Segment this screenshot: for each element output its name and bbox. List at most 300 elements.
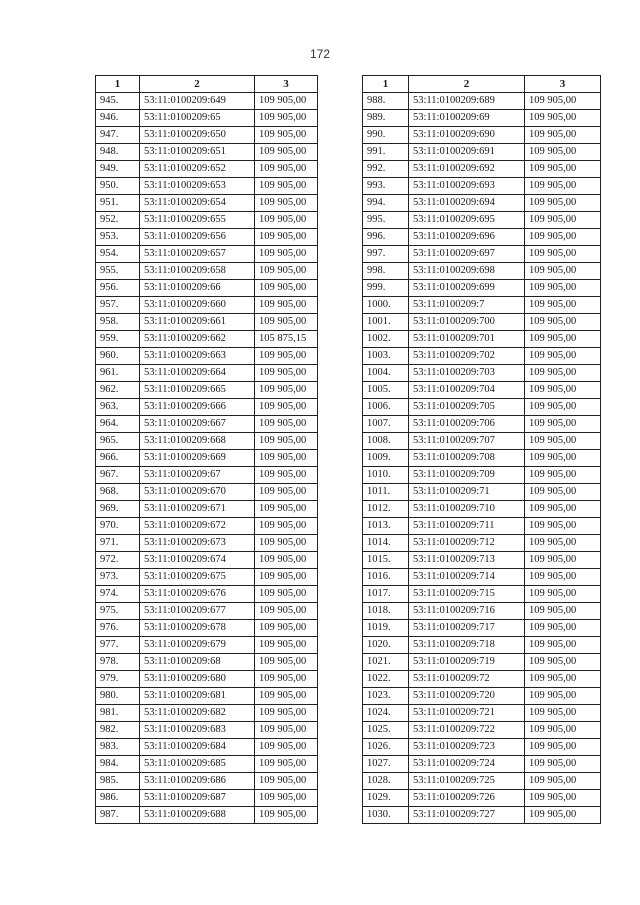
row-number-cell: 1030. [363, 807, 409, 824]
table-row [96, 127, 318, 144]
table-row [96, 144, 318, 161]
cadastral-number-cell: 53:11:0100209:704 [409, 382, 525, 399]
cadastral-value-cell: 109 905,00 [255, 739, 318, 756]
table-row [363, 144, 601, 161]
table-row [363, 178, 601, 195]
cadastral-number-cell: 53:11:0100209:657 [140, 246, 255, 263]
table-row [363, 416, 601, 433]
row-number-cell: 1023. [363, 688, 409, 705]
row-number-cell: 945. [96, 93, 140, 110]
cadastral-number-cell: 53:11:0100209:678 [140, 620, 255, 637]
table-row [363, 603, 601, 620]
cadastral-number-cell: 53:11:0100209:722 [409, 722, 525, 739]
table-row [363, 518, 601, 535]
cadastral-number-cell: 53:11:0100209:720 [409, 688, 525, 705]
column-header-number: 1 [96, 76, 140, 93]
row-number-cell: 970. [96, 518, 140, 535]
cadastral-number-cell: 53:11:0100209:709 [409, 467, 525, 484]
table-row [363, 212, 601, 229]
row-number-cell: 1017. [363, 586, 409, 603]
row-number-cell: 988. [363, 93, 409, 110]
table-row [96, 331, 318, 348]
cadastral-number-cell: 53:11:0100209:7 [409, 297, 525, 314]
cadastral-value-cell: 109 905,00 [525, 450, 601, 467]
table-row [96, 773, 318, 790]
cadastral-number-cell: 53:11:0100209:65 [140, 110, 255, 127]
cadastral-value-cell: 109 905,00 [525, 535, 601, 552]
row-number-cell: 949. [96, 161, 140, 178]
cadastral-number-cell: 53:11:0100209:677 [140, 603, 255, 620]
table-row [96, 620, 318, 637]
row-number-cell: 962. [96, 382, 140, 399]
cadastral-number-cell: 53:11:0100209:67 [140, 467, 255, 484]
cadastral-value-cell: 109 905,00 [525, 110, 601, 127]
table-row [96, 297, 318, 314]
table-row [363, 229, 601, 246]
table-row [96, 280, 318, 297]
row-number-cell: 977. [96, 637, 140, 654]
row-number-cell: 961. [96, 365, 140, 382]
cadastral-number-cell: 53:11:0100209:713 [409, 552, 525, 569]
row-number-cell: 1019. [363, 620, 409, 637]
cadastral-number-cell: 53:11:0100209:712 [409, 535, 525, 552]
cadastral-number-cell: 53:11:0100209:673 [140, 535, 255, 552]
cadastral-value-cell: 109 905,00 [525, 127, 601, 144]
cadastral-number-cell: 53:11:0100209:711 [409, 518, 525, 535]
cadastral-value-cell: 109 905,00 [255, 382, 318, 399]
table-row [96, 688, 318, 705]
row-number-cell: 986. [96, 790, 140, 807]
cadastral-value-cell: 109 905,00 [255, 399, 318, 416]
cadastral-value-cell: 109 905,00 [255, 450, 318, 467]
row-number-cell: 1000. [363, 297, 409, 314]
row-number-cell: 1024. [363, 705, 409, 722]
cadastral-table-right [362, 75, 601, 824]
cadastral-value-cell: 109 905,00 [255, 654, 318, 671]
table-row [96, 93, 318, 110]
cadastral-value-cell: 109 905,00 [255, 518, 318, 535]
table-row [363, 739, 601, 756]
table-row [96, 467, 318, 484]
row-number-cell: 955. [96, 263, 140, 280]
row-number-cell: 981. [96, 705, 140, 722]
cadastral-value-cell: 109 905,00 [525, 790, 601, 807]
table-row [363, 705, 601, 722]
cadastral-number-cell: 53:11:0100209:686 [140, 773, 255, 790]
table-row [363, 161, 601, 178]
table-header-row [363, 76, 601, 93]
row-number-cell: 952. [96, 212, 140, 229]
row-number-cell: 947. [96, 127, 140, 144]
row-number-cell: 978. [96, 654, 140, 671]
cadastral-value-cell: 109 905,00 [255, 688, 318, 705]
row-number-cell: 1018. [363, 603, 409, 620]
table-row [363, 569, 601, 586]
cadastral-value-cell: 109 905,00 [525, 807, 601, 824]
cadastral-value-cell: 109 905,00 [525, 263, 601, 280]
table-row [363, 348, 601, 365]
row-number-cell: 994. [363, 195, 409, 212]
cadastral-value-cell: 109 905,00 [255, 263, 318, 280]
table-row [363, 671, 601, 688]
table-row [363, 110, 601, 127]
row-number-cell: 956. [96, 280, 140, 297]
cadastral-number-cell: 53:11:0100209:663 [140, 348, 255, 365]
cadastral-value-cell: 109 905,00 [255, 484, 318, 501]
cadastral-number-cell: 53:11:0100209:680 [140, 671, 255, 688]
row-number-cell: 957. [96, 297, 140, 314]
cadastral-number-cell: 53:11:0100209:675 [140, 569, 255, 586]
cadastral-value-cell: 109 905,00 [525, 705, 601, 722]
cadastral-value-cell: 109 905,00 [255, 144, 318, 161]
table-row [96, 705, 318, 722]
row-number-cell: 976. [96, 620, 140, 637]
row-number-cell: 993. [363, 178, 409, 195]
cadastral-value-cell: 109 905,00 [255, 280, 318, 297]
cadastral-value-cell: 109 905,00 [525, 756, 601, 773]
row-number-cell: 987. [96, 807, 140, 824]
cadastral-value-cell: 109 905,00 [525, 212, 601, 229]
table-row [363, 450, 601, 467]
cadastral-number-cell: 53:11:0100209:652 [140, 161, 255, 178]
row-number-cell: 948. [96, 144, 140, 161]
page-number: 172 [309, 47, 331, 61]
cadastral-value-cell: 109 905,00 [255, 467, 318, 484]
cadastral-number-cell: 53:11:0100209:693 [409, 178, 525, 195]
row-number-cell: 963. [96, 399, 140, 416]
row-number-cell: 995. [363, 212, 409, 229]
cadastral-number-cell: 53:11:0100209:672 [140, 518, 255, 535]
table-body-left [96, 93, 318, 824]
row-number-cell: 959. [96, 331, 140, 348]
cadastral-value-cell: 109 905,00 [525, 688, 601, 705]
cadastral-value-cell: 109 905,00 [525, 569, 601, 586]
cadastral-value-cell: 109 905,00 [255, 195, 318, 212]
cadastral-number-cell: 53:11:0100209:66 [140, 280, 255, 297]
cadastral-number-cell: 53:11:0100209:685 [140, 756, 255, 773]
row-number-cell: 1003. [363, 348, 409, 365]
cadastral-number-cell: 53:11:0100209:664 [140, 365, 255, 382]
table-row [96, 637, 318, 654]
table-row [363, 773, 601, 790]
cadastral-number-cell: 53:11:0100209:69 [409, 110, 525, 127]
cadastral-number-cell: 53:11:0100209:721 [409, 705, 525, 722]
table-row [96, 433, 318, 450]
row-number-cell: 972. [96, 552, 140, 569]
cadastral-value-cell: 109 905,00 [525, 280, 601, 297]
cadastral-value-cell: 109 905,00 [525, 433, 601, 450]
cadastral-value-cell: 109 905,00 [255, 93, 318, 110]
row-number-cell: 1011. [363, 484, 409, 501]
column-header-cadastral-id: 2 [140, 76, 255, 93]
row-number-cell: 967. [96, 467, 140, 484]
cadastral-value-cell: 109 905,00 [525, 144, 601, 161]
row-number-cell: 1007. [363, 416, 409, 433]
cadastral-number-cell: 53:11:0100209:725 [409, 773, 525, 790]
cadastral-value-cell: 109 905,00 [255, 773, 318, 790]
cadastral-value-cell: 109 905,00 [255, 212, 318, 229]
table-row [96, 161, 318, 178]
cadastral-value-cell: 109 905,00 [255, 722, 318, 739]
table-row [363, 467, 601, 484]
column-header-value: 3 [525, 76, 601, 93]
cadastral-value-cell: 109 905,00 [525, 484, 601, 501]
row-number-cell: 980. [96, 688, 140, 705]
cadastral-number-cell: 53:11:0100209:705 [409, 399, 525, 416]
row-number-cell: 989. [363, 110, 409, 127]
row-number-cell: 1020. [363, 637, 409, 654]
table-row [363, 620, 601, 637]
table-row [363, 807, 601, 824]
cadastral-number-cell: 53:11:0100209:662 [140, 331, 255, 348]
table-row [363, 127, 601, 144]
row-number-cell: 990. [363, 127, 409, 144]
row-number-cell: 979. [96, 671, 140, 688]
table-row [96, 263, 318, 280]
cadastral-value-cell: 109 905,00 [525, 229, 601, 246]
row-number-cell: 1005. [363, 382, 409, 399]
cadastral-number-cell: 53:11:0100209:707 [409, 433, 525, 450]
cadastral-number-cell: 53:11:0100209:688 [140, 807, 255, 824]
row-number-cell: 998. [363, 263, 409, 280]
table-row [363, 586, 601, 603]
cadastral-value-cell: 109 905,00 [255, 637, 318, 654]
row-number-cell: 971. [96, 535, 140, 552]
row-number-cell: 1026. [363, 739, 409, 756]
table-row [96, 603, 318, 620]
row-number-cell: 1028. [363, 773, 409, 790]
cadastral-number-cell: 53:11:0100209:667 [140, 416, 255, 433]
table-row [363, 263, 601, 280]
cadastral-value-cell: 109 905,00 [255, 807, 318, 824]
cadastral-number-cell: 53:11:0100209:654 [140, 195, 255, 212]
cadastral-number-cell: 53:11:0100209:71 [409, 484, 525, 501]
table-row [96, 348, 318, 365]
cadastral-value-cell: 109 905,00 [525, 637, 601, 654]
cadastral-number-cell: 53:11:0100209:661 [140, 314, 255, 331]
cadastral-number-cell: 53:11:0100209:665 [140, 382, 255, 399]
cadastral-value-cell: 109 905,00 [525, 467, 601, 484]
cadastral-number-cell: 53:11:0100209:670 [140, 484, 255, 501]
table-row [363, 433, 601, 450]
cadastral-value-cell: 109 905,00 [255, 127, 318, 144]
row-number-cell: 1001. [363, 314, 409, 331]
row-number-cell: 950. [96, 178, 140, 195]
cadastral-value-cell: 109 905,00 [525, 671, 601, 688]
row-number-cell: 992. [363, 161, 409, 178]
cadastral-value-cell: 109 905,00 [255, 535, 318, 552]
table-row [96, 416, 318, 433]
cadastral-number-cell: 53:11:0100209:650 [140, 127, 255, 144]
cadastral-number-cell: 53:11:0100209:697 [409, 246, 525, 263]
table-row [96, 807, 318, 824]
row-number-cell: 1008. [363, 433, 409, 450]
row-number-cell: 996. [363, 229, 409, 246]
cadastral-number-cell: 53:11:0100209:702 [409, 348, 525, 365]
row-number-cell: 1027. [363, 756, 409, 773]
row-number-cell: 1004. [363, 365, 409, 382]
cadastral-value-cell: 109 905,00 [255, 620, 318, 637]
cadastral-number-cell: 53:11:0100209:651 [140, 144, 255, 161]
table-row [363, 93, 601, 110]
cadastral-number-cell: 53:11:0100209:669 [140, 450, 255, 467]
cadastral-number-cell: 53:11:0100209:679 [140, 637, 255, 654]
table-row [363, 297, 601, 314]
cadastral-number-cell: 53:11:0100209:714 [409, 569, 525, 586]
cadastral-value-cell: 109 905,00 [525, 246, 601, 263]
row-number-cell: 1006. [363, 399, 409, 416]
row-number-cell: 965. [96, 433, 140, 450]
table-row [96, 382, 318, 399]
cadastral-number-cell: 53:11:0100209:710 [409, 501, 525, 518]
cadastral-number-cell: 53:11:0100209:699 [409, 280, 525, 297]
table-row [96, 722, 318, 739]
row-number-cell: 1016. [363, 569, 409, 586]
cadastral-value-cell: 109 905,00 [525, 586, 601, 603]
cadastral-value-cell: 109 905,00 [525, 552, 601, 569]
table-row [96, 212, 318, 229]
cadastral-number-cell: 53:11:0100209:658 [140, 263, 255, 280]
cadastral-number-cell: 53:11:0100209:695 [409, 212, 525, 229]
column-header-number: 1 [363, 76, 409, 93]
row-number-cell: 954. [96, 246, 140, 263]
table-row [96, 484, 318, 501]
cadastral-value-cell: 109 905,00 [255, 178, 318, 195]
cadastral-value-cell: 109 905,00 [525, 178, 601, 195]
table-row [96, 552, 318, 569]
cadastral-number-cell: 53:11:0100209:718 [409, 637, 525, 654]
row-number-cell: 984. [96, 756, 140, 773]
table-row [363, 501, 601, 518]
cadastral-number-cell: 53:11:0100209:708 [409, 450, 525, 467]
table-row [96, 501, 318, 518]
cadastral-number-cell: 53:11:0100209:727 [409, 807, 525, 824]
row-number-cell: 975. [96, 603, 140, 620]
table-row [363, 246, 601, 263]
row-number-cell: 983. [96, 739, 140, 756]
table-row [96, 450, 318, 467]
cadastral-table-left [95, 75, 318, 824]
cadastral-number-cell: 53:11:0100209:72 [409, 671, 525, 688]
table-row [96, 671, 318, 688]
cadastral-value-cell: 109 905,00 [255, 416, 318, 433]
cadastral-value-cell: 109 905,00 [525, 331, 601, 348]
row-number-cell: 1025. [363, 722, 409, 739]
table-row [363, 382, 601, 399]
table-row [363, 280, 601, 297]
table-row [96, 535, 318, 552]
cadastral-number-cell: 53:11:0100209:715 [409, 586, 525, 603]
row-number-cell: 958. [96, 314, 140, 331]
row-number-cell: 985. [96, 773, 140, 790]
cadastral-value-cell: 109 905,00 [255, 790, 318, 807]
table-row [96, 586, 318, 603]
cadastral-number-cell: 53:11:0100209:68 [140, 654, 255, 671]
cadastral-value-cell: 109 905,00 [525, 620, 601, 637]
table-row [363, 790, 601, 807]
row-number-cell: 960. [96, 348, 140, 365]
row-number-cell: 951. [96, 195, 140, 212]
table-row [363, 552, 601, 569]
cadastral-value-cell: 109 905,00 [525, 195, 601, 212]
cadastral-value-cell: 109 905,00 [255, 246, 318, 263]
table-row [363, 331, 601, 348]
table-row [363, 756, 601, 773]
row-number-cell: 997. [363, 246, 409, 263]
cadastral-value-cell: 109 905,00 [255, 552, 318, 569]
table-row [96, 314, 318, 331]
table-row [96, 195, 318, 212]
cadastral-value-cell: 109 905,00 [255, 569, 318, 586]
row-number-cell: 973. [96, 569, 140, 586]
row-number-cell: 1022. [363, 671, 409, 688]
cadastral-value-cell: 109 905,00 [525, 501, 601, 518]
table-row [96, 110, 318, 127]
cadastral-number-cell: 53:11:0100209:668 [140, 433, 255, 450]
table-row [96, 365, 318, 382]
cadastral-value-cell: 109 905,00 [525, 773, 601, 790]
cadastral-number-cell: 53:11:0100209:684 [140, 739, 255, 756]
cadastral-number-cell: 53:11:0100209:700 [409, 314, 525, 331]
table-row [96, 790, 318, 807]
cadastral-value-cell: 109 905,00 [255, 110, 318, 127]
cadastral-number-cell: 53:11:0100209:723 [409, 739, 525, 756]
table-row [363, 654, 601, 671]
table-row [363, 195, 601, 212]
cadastral-number-cell: 53:11:0100209:656 [140, 229, 255, 246]
cadastral-value-cell: 109 905,00 [525, 603, 601, 620]
cadastral-value-cell: 109 905,00 [255, 501, 318, 518]
table-row [363, 535, 601, 552]
cadastral-value-cell: 109 905,00 [525, 518, 601, 535]
cadastral-number-cell: 53:11:0100209:660 [140, 297, 255, 314]
cadastral-number-cell: 53:11:0100209:696 [409, 229, 525, 246]
cadastral-value-cell: 109 905,00 [525, 365, 601, 382]
cadastral-value-cell: 109 905,00 [255, 297, 318, 314]
cadastral-number-cell: 53:11:0100209:689 [409, 93, 525, 110]
table-row [363, 722, 601, 739]
table-row [96, 229, 318, 246]
row-number-cell: 1014. [363, 535, 409, 552]
cadastral-number-cell: 53:11:0100209:682 [140, 705, 255, 722]
cadastral-value-cell: 109 905,00 [525, 416, 601, 433]
table-body-right [363, 93, 601, 824]
column-header-cadastral-id: 2 [409, 76, 525, 93]
table-row [96, 399, 318, 416]
cadastral-number-cell: 53:11:0100209:683 [140, 722, 255, 739]
cadastral-number-cell: 53:11:0100209:698 [409, 263, 525, 280]
cadastral-value-cell: 109 905,00 [525, 314, 601, 331]
cadastral-number-cell: 53:11:0100209:674 [140, 552, 255, 569]
table-row [363, 484, 601, 501]
cadastral-number-cell: 53:11:0100209:691 [409, 144, 525, 161]
cadastral-value-cell: 109 905,00 [525, 93, 601, 110]
cadastral-value-cell: 109 905,00 [255, 671, 318, 688]
row-number-cell: 999. [363, 280, 409, 297]
cadastral-number-cell: 53:11:0100209:701 [409, 331, 525, 348]
cadastral-number-cell: 53:11:0100209:719 [409, 654, 525, 671]
cadastral-number-cell: 53:11:0100209:666 [140, 399, 255, 416]
cadastral-value-cell: 105 875,15 [255, 331, 318, 348]
row-number-cell: 964. [96, 416, 140, 433]
cadastral-value-cell: 109 905,00 [255, 348, 318, 365]
cadastral-value-cell: 109 905,00 [525, 399, 601, 416]
cadastral-value-cell: 109 905,00 [525, 739, 601, 756]
cadastral-value-cell: 109 905,00 [255, 705, 318, 722]
cadastral-number-cell: 53:11:0100209:706 [409, 416, 525, 433]
cadastral-number-cell: 53:11:0100209:690 [409, 127, 525, 144]
cadastral-value-cell: 109 905,00 [255, 756, 318, 773]
